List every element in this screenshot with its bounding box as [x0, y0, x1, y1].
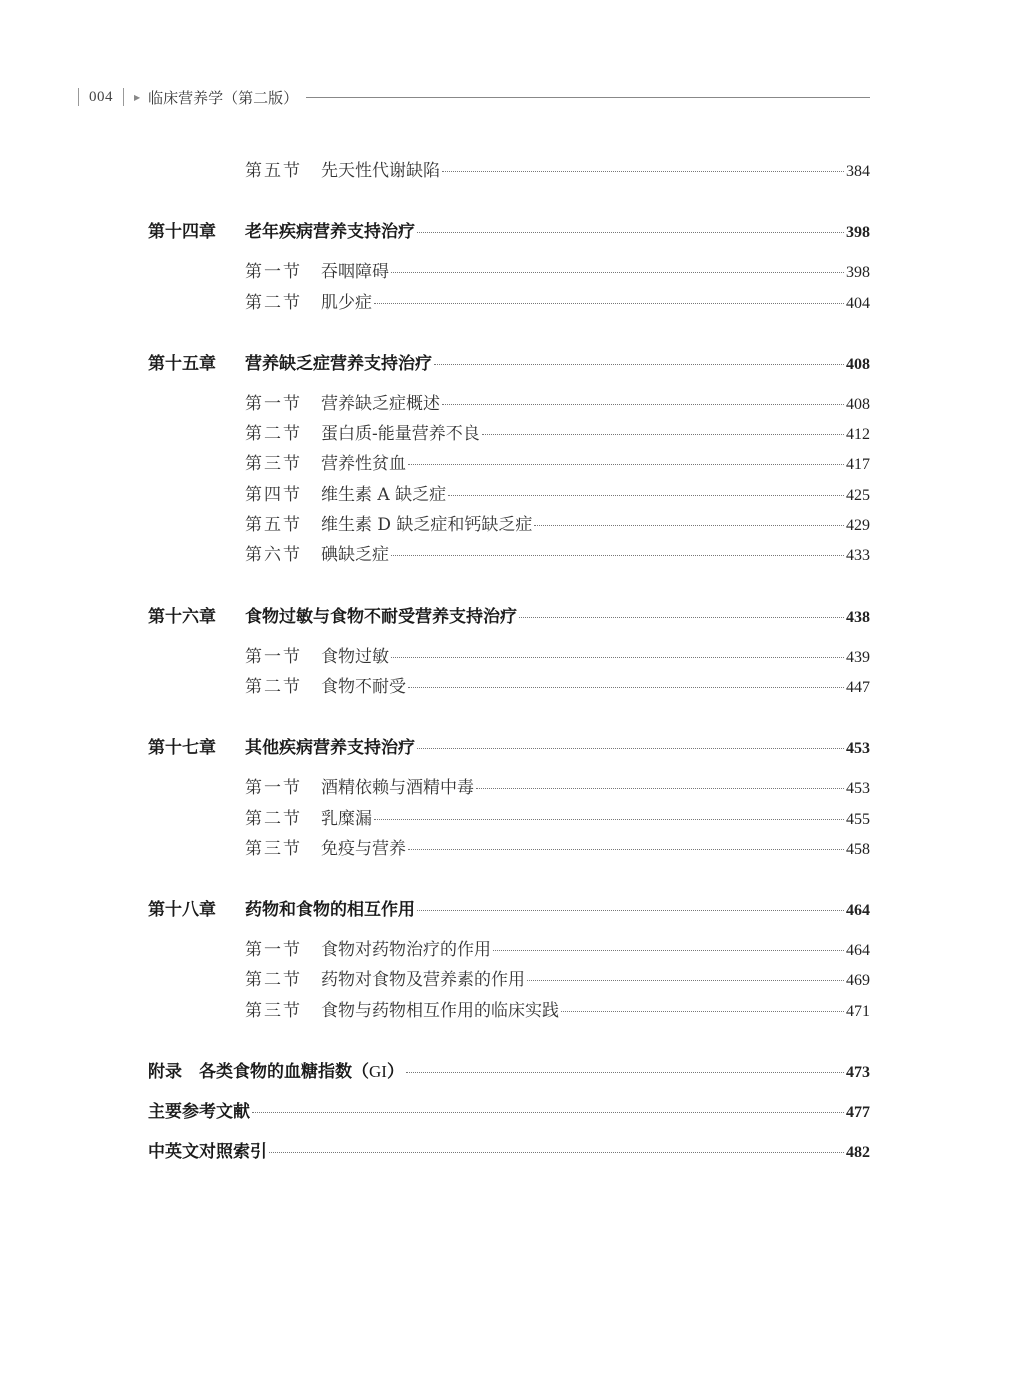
section-title: 吞咽障碍: [321, 262, 389, 283]
section-title: 药物对食物及营养素的作用: [321, 970, 525, 991]
toc-section-entry[interactable]: [148, 510, 870, 540]
toc-references-entry[interactable]: [148, 1097, 870, 1137]
leader-dots: [442, 404, 844, 405]
section-number: 第二节: [245, 808, 302, 829]
section-number: 第三节: [245, 1000, 302, 1021]
page-ref: 384: [846, 163, 870, 180]
section-title: 食物与药物相互作用的临床实践: [321, 1000, 559, 1021]
section-title: 肌少症: [321, 292, 372, 313]
toc-index-entry[interactable]: [148, 1137, 870, 1177]
page-ref: 417: [846, 456, 870, 474]
toc-section-entry[interactable]: [148, 540, 870, 570]
page-ref: 433: [846, 547, 870, 565]
section-number: 第一节: [245, 393, 302, 414]
leader-dots: [476, 788, 844, 789]
page-ref: 482: [846, 1144, 870, 1162]
toc-section-entry[interactable]: [148, 965, 870, 995]
section-number: 第六节: [245, 545, 302, 566]
page-ref: 439: [846, 648, 870, 666]
leader-dots: [391, 272, 844, 273]
toc-appendix-entry[interactable]: [148, 1057, 870, 1097]
page-ref: 455: [846, 810, 870, 828]
chapter-title: 食物过敏与食物不耐受营养支持治疗: [245, 606, 517, 627]
book-title: 临床营养学（第二版）: [148, 88, 299, 107]
toc-section-entry[interactable]: [148, 480, 870, 510]
leader-dots: [417, 232, 844, 233]
chapter-number: 第十七章: [148, 738, 216, 759]
section-number: 第一节: [245, 778, 302, 799]
leader-dots: [374, 819, 844, 820]
section-title: 食物过敏: [321, 646, 389, 667]
section-number: 第一节: [245, 646, 302, 667]
leader-dots: [442, 171, 844, 172]
header-divider: [78, 88, 79, 106]
leader-dots: [406, 1072, 844, 1073]
section-title: 蛋白质-能量营养不良: [321, 424, 480, 445]
page-ref: 464: [846, 942, 870, 960]
page-ref: 398: [846, 224, 870, 242]
toc-section-entry[interactable]: [148, 449, 870, 479]
section-title: 营养缺乏症概述: [321, 393, 440, 414]
page-number: 004: [89, 88, 113, 105]
page-ref: 473: [846, 1064, 870, 1082]
leader-dots: [561, 1011, 844, 1012]
leader-dots: [534, 525, 844, 526]
page-ref: 408: [846, 355, 870, 373]
chapter-number: 第十六章: [148, 606, 216, 627]
section-title: 维生素 D 缺乏症和钙缺乏症: [321, 515, 533, 536]
toc-chapter-entry[interactable]: [148, 349, 870, 389]
leader-dots: [417, 748, 844, 749]
chapter-number: 第十八章: [148, 900, 216, 921]
page-ref: 464: [846, 902, 870, 920]
page-ref: 412: [846, 426, 870, 444]
toc-chapter-entry[interactable]: [148, 895, 870, 935]
page-ref: 404: [846, 294, 870, 312]
chapter-title: 老年疾病营养支持治疗: [245, 222, 415, 243]
page-ref: 453: [846, 780, 870, 798]
toc-chapter-entry[interactable]: [148, 602, 870, 642]
leader-dots: [269, 1152, 844, 1153]
section-title: 营养性贫血: [321, 454, 406, 475]
leader-dots: [252, 1112, 844, 1113]
section-title: 碘缺乏症: [321, 545, 389, 566]
section-number: 第一节: [245, 262, 302, 283]
section-number: 第五节: [245, 161, 302, 181]
leader-dots: [408, 464, 844, 465]
toc-section-entry[interactable]: [148, 156, 870, 186]
leader-dots: [417, 910, 844, 911]
section-number: 第四节: [245, 484, 302, 505]
leader-dots: [527, 980, 844, 981]
page-ref: 477: [846, 1104, 870, 1122]
toc-section-entry[interactable]: [148, 389, 870, 419]
leader-dots: [519, 617, 844, 618]
section-title: 乳糜漏: [321, 808, 372, 829]
chapter-number: 第十五章: [148, 353, 216, 374]
page-ref: 471: [846, 1002, 870, 1020]
page-ref: 398: [846, 264, 870, 282]
section-title: 酒精依赖与酒精中毒: [321, 778, 474, 799]
leader-dots: [448, 495, 844, 496]
table-of-contents: [148, 156, 870, 1177]
appendix-gi-label: GI: [369, 1062, 387, 1082]
index-title: 中英文对照索引: [148, 1142, 267, 1163]
page-ref: 469: [846, 972, 870, 990]
page-ref: 438: [846, 608, 870, 626]
page-ref: 447: [846, 678, 870, 696]
toc-section-entry[interactable]: [148, 773, 870, 803]
toc-section-entry[interactable]: [148, 642, 870, 672]
leader-dots: [408, 687, 844, 688]
section-title: 食物对药物治疗的作用: [321, 940, 491, 961]
section-number: 第三节: [245, 454, 302, 475]
toc-chapter-entry[interactable]: [148, 733, 870, 773]
leader-dots: [434, 364, 844, 365]
chapter-title: 其他疾病营养支持治疗: [245, 738, 415, 759]
page-ref: 425: [846, 486, 870, 504]
leader-dots: [374, 303, 844, 304]
page-ref: 429: [846, 517, 870, 535]
leader-dots: [482, 434, 844, 435]
section-title: 免疫与营养: [321, 838, 406, 859]
page-ref: 408: [846, 395, 870, 413]
toc-section-entry[interactable]: [148, 935, 870, 965]
toc-section-entry[interactable]: [148, 419, 870, 449]
section-number: 第五节: [245, 515, 302, 536]
section-number: 第三节: [245, 838, 302, 859]
toc-section-entry[interactable]: [148, 834, 870, 864]
toc-chapter-entry[interactable]: [148, 217, 870, 257]
chapter-title: 营养缺乏症营养支持治疗: [245, 353, 432, 374]
page-ref: 458: [846, 840, 870, 858]
triangle-marker-icon: ▶: [134, 92, 141, 102]
toc-section-entry[interactable]: [148, 996, 870, 1026]
leader-dots: [391, 555, 844, 556]
appendix-close-paren: ）: [386, 1062, 404, 1083]
toc-section-entry[interactable]: [148, 804, 870, 834]
page-ref: 453: [846, 740, 870, 758]
toc-section-entry[interactable]: [148, 288, 870, 318]
running-header: [78, 84, 870, 110]
leader-dots: [408, 849, 844, 850]
references-title: 主要参考文献: [148, 1102, 250, 1123]
leader-dots: [391, 657, 844, 658]
section-number: 第二节: [245, 676, 302, 697]
section-title: 先天性代谢缺陷: [321, 161, 440, 181]
toc-section-entry[interactable]: [148, 257, 870, 287]
section-number: 第二节: [245, 424, 302, 445]
section-title: 食物不耐受: [321, 676, 406, 697]
section-number: 第二节: [245, 970, 302, 991]
appendix-title: 附录 各类食物的血糖指数（: [148, 1062, 369, 1083]
header-rule: [306, 97, 870, 98]
leader-dots: [493, 950, 844, 951]
chapter-title: 药物和食物的相互作用: [245, 900, 415, 921]
section-number: 第二节: [245, 292, 302, 313]
section-title: 维生素 A 缺乏症: [321, 484, 447, 505]
toc-section-entry[interactable]: [148, 672, 870, 702]
header-divider: [123, 88, 124, 106]
section-number: 第一节: [245, 940, 302, 961]
chapter-number: 第十四章: [148, 222, 216, 243]
